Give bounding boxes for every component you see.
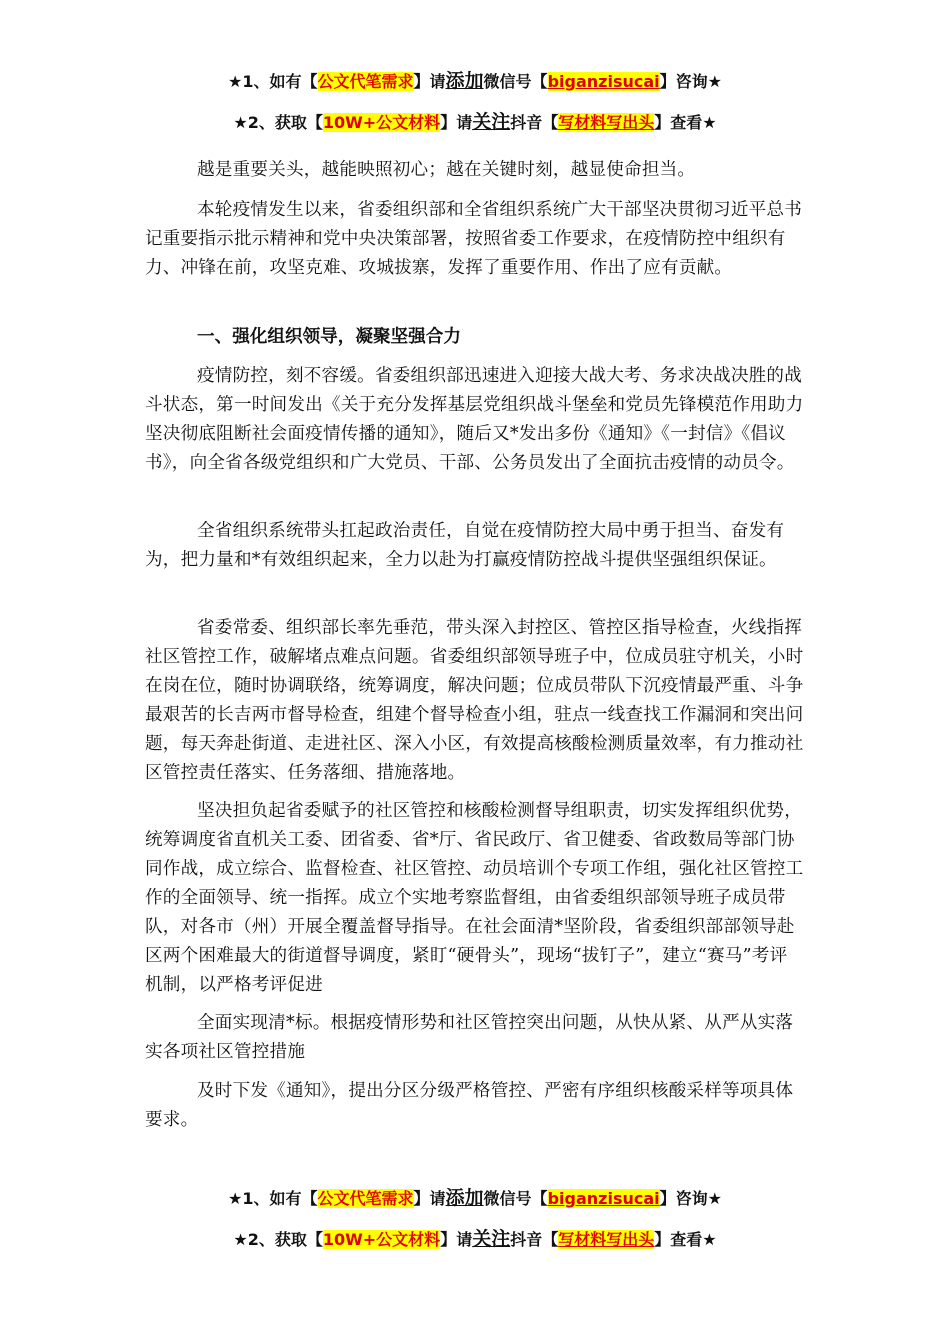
promo-text: 微信号【 <box>483 72 548 91</box>
promo-prefix: ★2、获取【 <box>233 113 323 132</box>
promo-prefix: ★1、如有【 <box>228 72 318 91</box>
paragraph-overview: 本轮疫情发生以来，省委组织部和全省组织系统广大干部坚决贯彻习近平总书记重要指示批示精神和党中央决策部署，按照省委工作要求，在疫情防控中组织有力、冲锋在前，攻坚克难、攻城拔寨，发挥了重要作用、作出了应有贡献。 <box>145 200 802 278</box>
promo-line-2-top <box>0 111 950 134</box>
promo-text: 抖音【 <box>510 113 559 132</box>
promo-emphasis: 添加 <box>445 70 484 92</box>
promo-suffix: 】咨询★ <box>659 72 722 91</box>
paragraph-clearance: 全面实现清*标。根据疫情形势和社区管控突出问题，从快从紧、从严从实落实各项社区管控措施 <box>145 1013 794 1062</box>
promo-suffix: 】查看★ <box>654 113 717 132</box>
promo-text: 微信号【 <box>483 1189 548 1208</box>
promo-douyin-id: 写材料写出头 <box>558 113 655 132</box>
paragraph-supervision: 坚决担负起省委赋予的社区管控和核酸检测督导组职责，切实发挥组织优势，统筹调度省直机关工委、团省委、省*厅、省民政厅、省卫健委、省政数局等部门协同作战，成立综合、监督检查、社区管控、动员培训个专项工作组，强化社区管控工作的全面领导、统一指挥。成立个实地考察监督组，由省委组织部领导班子成员带队，对各市（州）开展全覆盖督导指导。在社会面清*坚阶段，省委组织部部领导赴区两个困难最大的街道督导调度，紧盯“硬骨头”，现场“拔钉子”，建立“赛马”考评机制，以严格考评促进 <box>145 801 804 995</box>
promo-emphasis: 添加 <box>445 1187 484 1209</box>
promo-text: 】请 <box>413 1189 446 1208</box>
promo-highlight: 10W+公文材料 <box>322 113 441 132</box>
promo-emphasis: 关注 <box>472 111 511 133</box>
promo-highlight: 公文代笔需求 <box>317 1189 414 1208</box>
paragraph-notice: 及时下发《通知》，提出分区分级严格管控、严密有序组织核酸采样等项具体要求。 <box>145 1081 794 1130</box>
promo-wechat-id: biganzisucai <box>547 72 660 91</box>
promo-wechat-id: biganzisucai <box>547 1189 660 1208</box>
promo-text: 抖音【 <box>510 1230 559 1249</box>
promo-highlight: 公文代笔需求 <box>317 72 414 91</box>
promo-highlight: 10W+公文材料 <box>322 1230 441 1249</box>
promo-line-2-bottom <box>0 1228 950 1251</box>
promo-text: 】请 <box>440 113 473 132</box>
section-heading-1: 一、强化组织领导，凝聚坚强合力 <box>197 327 461 347</box>
promo-text: 】请 <box>440 1230 473 1249</box>
promo-prefix: ★1、如有【 <box>228 1189 318 1208</box>
promo-douyin-id: 写材料写出头 <box>558 1230 655 1249</box>
paragraph-leadership: 省委常委、组织部长率先垂范，带头深入封控区、管控区指导检查，火线指挥社区管控工作，破解堵点难点问题。省委组织部领导班子中，位成员驻守机关，小时在岗在位，随时协调联络，统筹调度，解决问题；位成员带队下沉疫情最严重、斗争最艰苦的长吉两市督导检查，组建个督导检查小组，驻点一线查找工作漏洞和突出问题，每天奔赴街道、走进社区、深入小区，有效提高核酸检测质量效率，有力推动社区管控责任落实、任务落细、措施落地。 <box>145 618 804 783</box>
paragraph-responsibility: 全省组织系统带头扛起政治责任，自觉在疫情防控大局中勇于担当、奋发有为，把力量和*有效组织起来，全力以赴为打赢疫情防控战斗提供坚强组织保证。 <box>145 521 785 570</box>
promo-suffix: 】查看★ <box>654 1230 717 1249</box>
paragraph-intro: 越是重要关头，越能映照初心；越在关键时刻，越显使命担当。 <box>197 160 696 180</box>
promo-line-1-bottom <box>0 1187 950 1210</box>
promo-emphasis: 关注 <box>472 1228 511 1250</box>
promo-line-1-top <box>0 70 950 93</box>
promo-suffix: 】咨询★ <box>659 1189 722 1208</box>
promo-prefix: ★2、获取【 <box>233 1230 323 1249</box>
paragraph-mobilization: 疫情防控，刻不容缓。省委组织部迅速进入迎接大战大考、务求决战决胜的战斗状态，第一时间发出《关于充分发挥基层党组织战斗堡垒和党员先锋模范作用助力坚决彻底阻断社会面疫情传播的通知》，随后又*发出多份《通知》《一封信》《倡议书》，向全省各级党组织和广大党员、干部、公务员发出了全面抗击疫情的动员令。 <box>145 366 804 473</box>
promo-text: 】请 <box>413 72 446 91</box>
